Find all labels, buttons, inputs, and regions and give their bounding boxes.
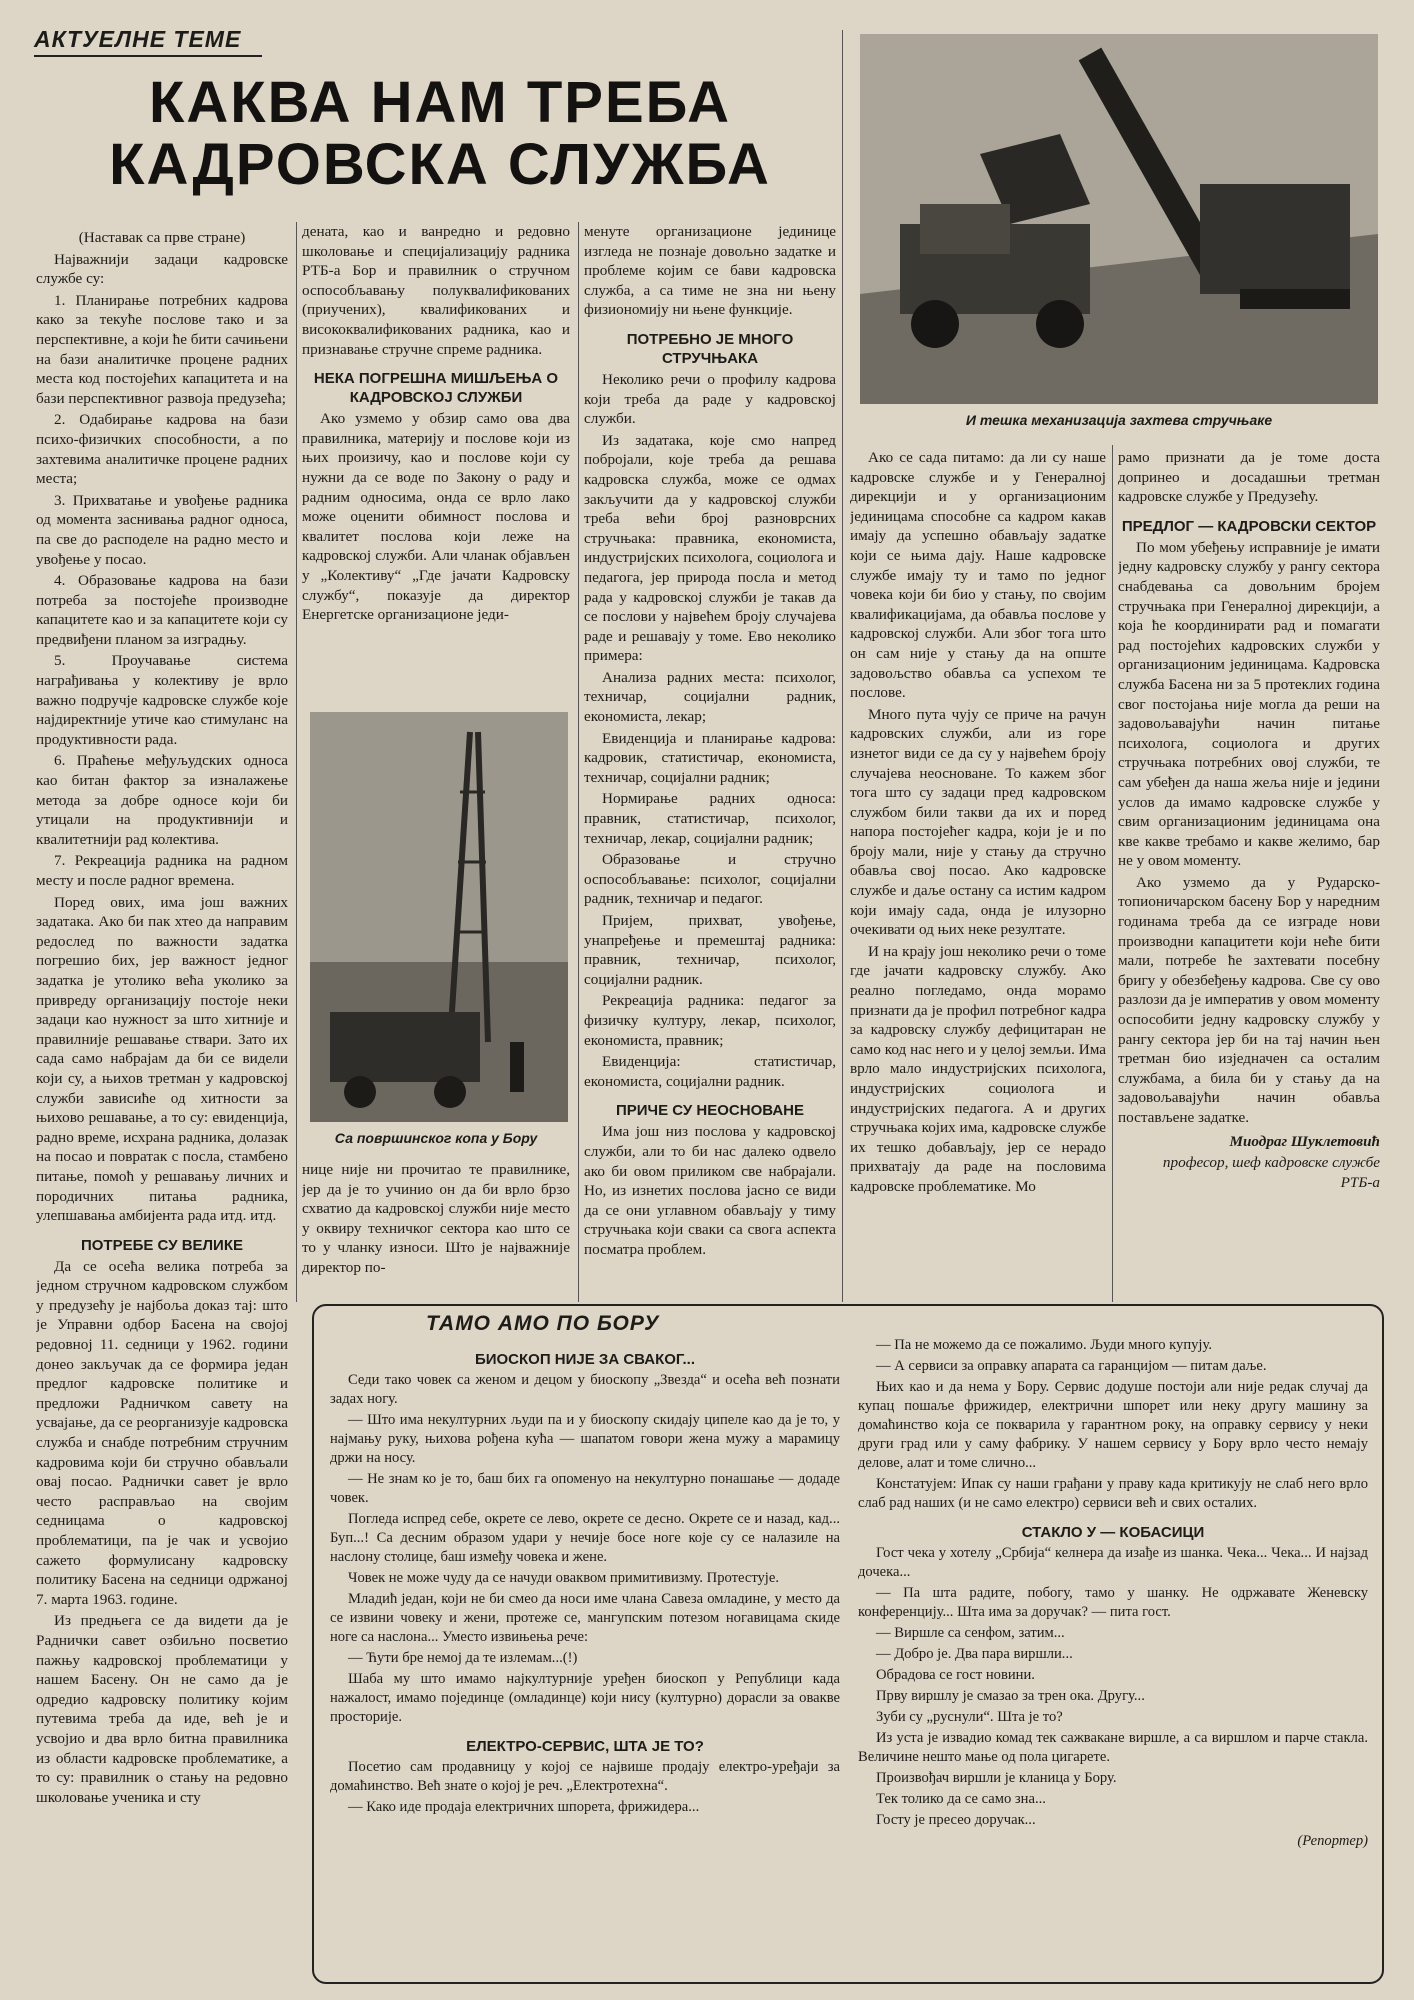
paragraph: Образовање и стручно оспособљавање: психолог, социјални радник, техничар и педагог. — [584, 851, 836, 908]
article-column-2-bottom — [302, 1160, 570, 1300]
paragraph: 4. Образовање кадрова на бази потреба за постојеће производне капацитете као и за капацитете који су предвиђени планом за изградњу. — [36, 572, 288, 648]
headline-line-2: КАДРОВСКА СЛУЖБА — [109, 132, 771, 197]
paragraph: 1. Планирање потребних кадрова како за текуће послове тако и за перспективне, а који ће бити сачињени на бази аналитичке процене радних места код постојећих капацитета и на бази перспективног развоја предузећа; — [36, 291, 288, 407]
paragraph: Погледа испред себе, окрете се лево, окрете се десно. Окрете се и назад, кад... Буп...! Са десним образом удари у нечије босе ноге које су се налазиле на наслону столице, баш између човека и жене. — [330, 1511, 840, 1565]
paragraph: 2. Одабирање кадрова на бази психо-физичких способности, а по захтевима аналитичке процене радних места; — [36, 411, 288, 488]
paragraph: Посетио сам продавницу у којој се највише продају електро-уређаји за домаћинство. Већ знате о којој је реч. „Електротехна“. — [330, 1759, 840, 1794]
paragraph: Произвођач виршли је кланица у Бору. — [876, 1770, 1117, 1786]
paragraph: Ако узмемо у обзир само ова два правилника, материју и послове који из њих произичу, као и послове који су нужни да се воде по Закону о раду и радним односима, онда се врло лако може оценити обимност послова и квалитет послова који леже на кадровској служби. Али чланак објављен у „Колективу“ „Где јачати Кадровску службу“, показује да директор Енергетске организационе једи- — [302, 410, 570, 624]
paragraph: Пријем, прихват, увођење, унапређење и премештај радника: правник, техничар, психолог, социјални радник. — [584, 912, 836, 988]
drilling-rig-photo — [310, 712, 568, 1122]
paragraph: Обрадова се гост новини. — [876, 1667, 1035, 1683]
article-column-5 — [1118, 448, 1380, 1300]
subheading: ПОТРЕБЕ СУ ВЕЛИКЕ — [80, 1236, 243, 1254]
paragraph: — Како иде продаја електричних шпорета, фрижидера... — [348, 1799, 700, 1815]
paragraph: Евиденција и планирање кадрова: кадровик, статистичар, економиста, техничар, социјални радник; — [584, 729, 836, 786]
headline-line-1: КАКВА НАМ ТРЕБА — [148, 70, 732, 135]
paragraph: — Па не можемо да се пожалимо. Људи много купују. — [876, 1337, 1212, 1353]
paragraph: Најважнији задаци кадровске службе су: — [36, 250, 288, 288]
continuation-note: (Наставак са прве стране) — [78, 229, 246, 246]
feature-column-left — [330, 1340, 840, 1976]
excavator-photo — [860, 34, 1378, 404]
column-rule — [1112, 445, 1113, 1302]
paragraph: Госту је пресео доручак... — [876, 1812, 1036, 1828]
excavator-truck-illustration — [860, 34, 1378, 404]
paragraph: Ако се сада питамо: да ли су наше кадровске службе и у Генералној дирекцији и у организационим јединицама способне са кадром какав имају да успешно обављају задатке који се њима дају. Наше кадровске службе имају ту и тамо по једног човека који би био у стању, по својим квалификацијама, да обавља послове у кадровској служби. Али због тога што он сам није у стању да на опште задовољство обавља са успехом те послове. — [850, 449, 1106, 702]
paragraph: Шаба му што имамо најкултурније уређен биоскоп у Републици када нажалост, имамо појединце (омладинце) који нису (културно) дорасли за овакве просторије. — [330, 1671, 840, 1725]
section-label: АКТУЕЛНЕ ТЕМЕ — [34, 26, 262, 57]
paragraph: Поред ових, има још важних задатака. Ако би пак хтео да направим редослед по важности задатка погрешио бих, јер важност једног задатка је утолико већа уколико за привреду организацију постоје неки задаци као нужност за што хитније и правилније решавање ствари. Зато их сада само набрајам да би се видели који су, а њихов третман у кадровској служби зависиће од хитности за њихово решавање, а то су: евиденција, радно време, исхрана радника, долазак на посао и повратак с посла, стамбено питање, помоћ у решавању личних и породичних питања радника, улепшавања амбијента рада итд. итд. — [36, 893, 288, 1225]
feature-box-title: ТАМО АМО ПО БОРУ — [418, 1312, 667, 1336]
paragraph: По мом убеђењу исправније је имати једну кадровску службу у рангу сектора снабдевања са довољним бројем стручњака при Генералној дирекцији, а која ће координирати рад и помагати рад постојећих кадровских служби у организационим јединицама. Кадровска служба Басена ни за 5 протеклих година свог постојања није могла да реши на задовољавајући начин питање психолога, социолога и других стручњака потребних овој служби, те сам убеђен да наша жеља није и једини услов да имамо кадровске службе у свим организационим јединицама она кве какве требамо и какве желимо, бар не у овом моменту. — [1118, 538, 1380, 870]
subheading: ПРЕДЛОГ — КАДРОВСКИ СЕКТОР — [1121, 517, 1377, 535]
paragraph: Констатујем: Ипак су наши грађани у праву када критикују не слаб него врло слаб рад наших (и не само електро) сервиси већ и свих осталих. — [858, 1476, 1368, 1511]
paragraph: Да се осећа велика потреба за једном стручном кадровском службом у предузећу је најбоља доказ тај: што је Управни одбор Басена на својој редовној 11. седници у 1962. години донео закључак да се формира један предлог кадровске политике и предложи Радничком савету на усвајање, да се реорганизује кадровска служба и снабде потребним стручним кадровима који би стручно обављали овај посао. Раднички савет је врло често расправљао на својим седницама о кадровској проблематици, па је чак и усвојио сажето формулисану кадровску политику Басена на седници одржаној 7. марта 1963. године. — [36, 1257, 288, 1608]
paragraph: Из задатака, које смо напред побројали, које треба да решава кадровска служба, може се одмах закључити да у кадровској служби треба већи број разноврсних стручњака: правника, економиста, индустријских психолога, социолога и педагога, јер природа посла и метод рада у кадровској служби је такав да се послови у највећем броју случајева раде и решавају у томе. Ево неколико примера: — [584, 431, 836, 665]
paragraph: Седи тако човек са женом и децом у биоскопу „Звезда“ и осећа већ познати задах ногу. — [330, 1372, 840, 1407]
column-rule — [842, 30, 843, 1302]
paragraph: Неколико речи о профилу кадрова који треба да раде у кадровској служби. — [584, 370, 836, 428]
paragraph: — Добро је. Два пара виршли... — [876, 1646, 1073, 1662]
paragraph: Гост чека у хотелу „Србија“ келнера да изађе из шанка. Чека... Чека... И најзад дочека... — [858, 1545, 1368, 1580]
feature-heading: ЕЛЕКТРО-СЕРВИС, ШТА ЈЕ ТО? — [466, 1738, 704, 1755]
article-column-1 — [36, 228, 288, 1996]
paragraph: Тек толико да се само зна... — [876, 1791, 1046, 1807]
reporter-signature: (Репортер) — [1297, 1833, 1368, 1849]
drilling-rig-illustration — [310, 712, 568, 1122]
paragraph: — Не знам ко је то, баш бих га опоменуо на некултурно понашање — додаде човек. — [330, 1471, 840, 1506]
subheading: ПОТРЕБНО ЈЕ МНОГО СТРУЧЊАКА — [626, 330, 794, 367]
paragraph: Много пута чују се приче на рачун кадровских служби, али из горе изнетог види се да су у највећем броју случајева неосноване. То кажем због тога што су задаци пред кадровском службом били такви да их и поред напора постојећег кадра, који је и по броју мали, није у стању да стручно обавља свој посао. Ако кадровске службе и даље остану са истим кадром који имају сада, онда је илузорно очекивати од њих неке резултате. — [850, 705, 1106, 939]
column-rule — [578, 222, 579, 1302]
paragraph: дената, као и ванредно и редовно школовање и специјализацију радника РТБ-а Бор и правилник о стручном оспособљавању полуквалификованих (приучених), квалификованих и висококвалификованих радника, као и признавање стручне спреме радника. — [302, 223, 570, 358]
paragraph: Зуби су „руснули“. Шта је то? — [876, 1709, 1063, 1725]
paragraph: 5. Проучавање система награђивања у колективу је врло важно подручје кадровске службе које најдиректније утиче као стимуланс на продуктивности рада. — [36, 652, 288, 748]
paragraph: Рекреација радника: педагог за физичку културу, лекар, психолог, економиста, правник; — [584, 992, 836, 1049]
photo-caption: И тешка механизација захтева стручњаке — [965, 412, 1273, 428]
paragraph: 6. Праћење међуљудских односа као битан фактор за изналажење метода за добре односе који би утицали на продуктивнији и квалитетнији рад колектива. — [36, 752, 288, 848]
paragraph: 3. Прихватање и увођење радника од момента заснивања радног односа, па све до расподеле на радно место и увођење у посао. — [36, 491, 288, 568]
article-column-3 — [584, 222, 836, 1300]
paragraph: 7. Рекреација радника на радном месту и после радног времена. — [36, 852, 288, 889]
feature-column-right — [858, 1336, 1368, 1976]
paragraph: нице није ни прочитао те правилнике, јер да је то учинио он да би врло брзо схватио да кадровској служби није место у оквиру техничког сектора као што се то у чланку износи. Што је најважније директор по- — [302, 1161, 570, 1276]
paragraph: Анализа радних места: психолог, техничар, социјални радник, економиста, лекар; — [584, 668, 836, 726]
photo-caption: Са површинског копа у Бору — [334, 1130, 538, 1146]
paragraph: Прву виршлу је смазао за трен ока. Другу... — [876, 1688, 1145, 1704]
paragraph: Из предњега се да видети да је Раднички савет озбиљно посветио пажњу кадровској проблематици у нашем Басену. Он не само да је одредио кадровску политику којим путевима треба да иде, већ је и усвојио и два врло битна правилника из области кадровске проблематике, а то су: правилник о стању на редовно школовање ученика и сту — [36, 1612, 288, 1806]
article-column-2 — [302, 222, 570, 702]
paragraph: Њих као и да нема у Бору. Сервис додуше постоји али није редак случај да купац пошаље фрижидер, електрични шпорет или неку другу машину за домаћинство која се покварила у гарантном року, на оправку сервису у неки други град или у саму фабрику. У нашем сервису у Бору врло често немају делове, алат и томе слично... — [858, 1379, 1368, 1471]
feature-heading: СТАКЛО У — КОБАСИЦИ — [1021, 1524, 1205, 1541]
paragraph: Ако узмемо да у Рударско-топионичарском басену Бор у наредним годинама треба да се изграде нови производни капацитети који неће бити мали, потребе ће захтевати посебну бригу у обезбеђењу кадрова. Све су ово разлози да је императив у овом моменту оспособити једну кадровску службу у рангу сектора јер би на тај начин њен третман био изједначен са осталим службама, а била би у стању да на задовољавајући начин обавља постављене задатке. — [1118, 873, 1380, 1126]
paragraph: — А сервиси за оправку апарата са гаранцијом — питам даље. — [876, 1358, 1267, 1374]
headline — [60, 72, 820, 196]
subheading: НЕКА ПОГРЕШНА МИШЉЕЊА О КАДРОВСКОЈ СЛУЖБИ — [313, 370, 559, 407]
paragraph: Има још низ послова у кадровској служби, али то би нас далеко одвело ако би овом приликом све набрајали. Но, из изнетих послова јасно се види да се они углавном обављају у тиму стручњака који сваки са свога аспекта посматра проблем. — [584, 1123, 836, 1258]
paragraph: Из уста је извадио комад тек сажвакане виршле, а са виршлом и парче стакла. Величине нешто мање од пола цигарете. — [858, 1730, 1368, 1765]
paragraph: — Виршле са сенфом, затим... — [876, 1625, 1065, 1641]
paragraph: — Ћути бре немој да те излемам...(!) — [348, 1650, 578, 1666]
paragraph: Човек не може чуду да се начуди оваквом примитивизму. Протестује. — [348, 1570, 779, 1586]
author-role: професор, шеф кадровске службе РТБ-а — [1162, 1154, 1380, 1191]
paragraph: И на крају још неколико речи о томе где јачати кадровску службу. Ако реално погледамо, онда морамо признати да је профил потребног кадра за кадровску службу дефицитаран не само код нас него и у целој земљи. Има врло мало индустријских психолога, индустријских социолога и индустријских педагога. А и других стручњака којих има, кадровске службе их тешко добављају, јер се нерадо прихватају да раде на пословима кадровске проблематике. Мо — [850, 942, 1106, 1195]
paragraph: — Па шта радите, побогу, тамо у шанку. Не одржавате Женевску конференцију... Шта има за доручак? — пита гост. — [858, 1585, 1368, 1620]
feature-heading: БИОСКОП НИЈЕ ЗА СВАКОГ... — [474, 1351, 696, 1368]
author-name: Миодраг Шуклетовић — [1229, 1132, 1380, 1150]
paragraph: Нормирање радних односа: правник, статистичар, психолог, техничар, лекар, социјални радник; — [584, 790, 836, 847]
paragraph: Младић један, који не би смео да носи име члана Савеза омладине, у место да се извини човеку и жени, протеже се, мангупским потезом ногавицама скиде ноге са наслона... Уместо извињења рече: — [330, 1591, 840, 1645]
paragraph: — Што има некултурних људи па и у биоскопу скидају ципеле као да је то, у најмању руку, њихова рођена кућа — шапатом говори жена мужу а марамицу држи на носу. — [330, 1412, 840, 1466]
paragraph: менуте организационе јединице изгледа не познаје довољно задатке и проблеме којим се бави кадровска служба, а са тиме не зна ни њену физиономију ни њене функције. — [584, 223, 836, 319]
paragraph: рамо признати да је томе доста допринео и досадашњи третман кадровске службе у Предузећу. — [1118, 449, 1380, 506]
subheading: ПРИЧЕ СУ НЕОСНОВАНЕ — [615, 1102, 804, 1120]
article-column-4 — [850, 448, 1106, 1300]
paragraph: Евиденција: статистичар, економиста, социјални радник. — [584, 1053, 836, 1090]
column-rule — [296, 222, 297, 1302]
